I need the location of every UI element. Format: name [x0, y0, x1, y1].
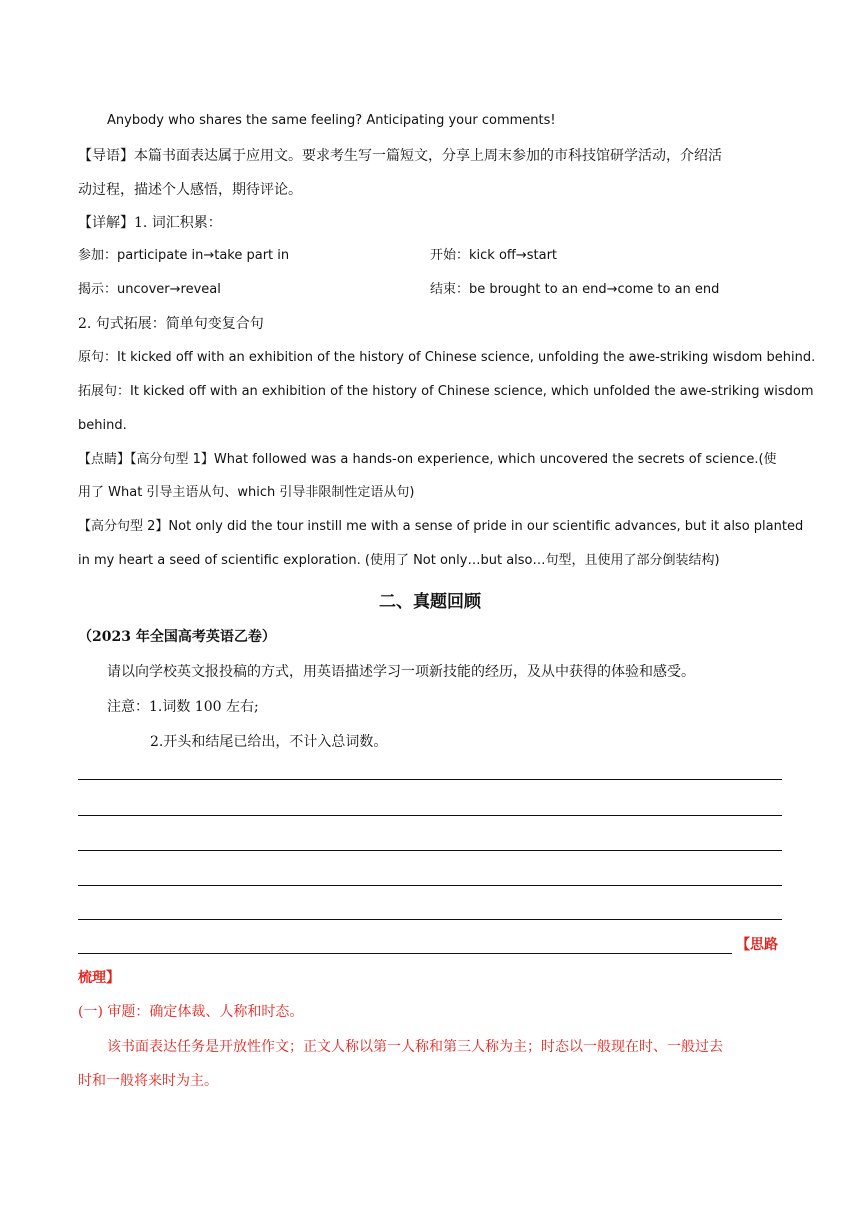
pattern1-line-2: 用了 What 引导主语从句、which 引导非限制性定语从句) — [78, 485, 415, 500]
intro-line: Anybody who shares the same feeling? Anticipating your comments! — [107, 113, 556, 128]
thinking-body-1: 该书面表达任务是开放性作文；正文人称以第一人称和第三人称为主；时态以一般现在时、一般过去 — [107, 1039, 723, 1055]
answer-line[interactable] — [78, 919, 782, 920]
original-label: 原句： — [78, 350, 118, 365]
note-label: 注意： — [107, 699, 149, 715]
section-title: 二、真题回顾 — [379, 592, 481, 612]
expanded-sentence-2: behind. — [78, 418, 127, 433]
answer-line[interactable] — [78, 815, 782, 816]
thinking-body-2: 时和一般将来时为主。 — [78, 1073, 218, 1089]
exam-note-2: 2.开头和结尾已给出，不计入总词数。 — [150, 734, 388, 750]
pattern2-line-2: in my heart a seed of scientific exploration. (使用了 Not only…but also…句型，且使用了部分倒装结构) — [78, 553, 720, 568]
highlight-label: 【点睛】 — [78, 452, 131, 467]
pattern2-line-1 — [78, 516, 804, 538]
pattern1-text-1: What followed was a hands-on experience, which uncovered the secrets of science.(使 — [213, 452, 777, 467]
expanded-text-1: It kicked off with an exhibition of the history of Chinese science, which unfolded the awe-striking wisdom — [130, 384, 814, 399]
vocab-item: 结束：be brought to an end→come to an end — [430, 282, 720, 297]
guide-line-2: 动过程，描述个人感悟，期待评论。 — [78, 182, 302, 198]
guide-line-1 — [78, 145, 782, 167]
detail-heading-2: 2. 句式拓展：简单句变复合句 — [78, 316, 264, 332]
note-item-1: 1.词数 100 左右; — [149, 699, 259, 715]
vocab-item: 参加：participate in→take part in — [78, 248, 290, 263]
answer-line[interactable] — [78, 850, 782, 851]
vocab-item: 揭示：uncover→reveal — [78, 282, 221, 297]
exam-source: （2023 年全国高考英语乙卷） — [78, 629, 276, 645]
original-sentence — [78, 347, 816, 369]
vocab-item: 开始：kick off→start — [430, 248, 558, 263]
pattern1-label: 【高分句型 1】 — [130, 452, 214, 467]
expanded-label: 拓展句： — [78, 384, 131, 399]
vocab-row-2 — [78, 279, 782, 301]
guide-text-1: 本篇书面表达属于应用文。要求考生写一篇短文，分享上周末参加的市科技馆研学活动，介绍活 — [134, 148, 722, 164]
thinking-label-a: 【思路 — [736, 937, 778, 953]
answer-line[interactable] — [78, 885, 782, 886]
thinking-label-b: 梳理】 — [78, 970, 120, 986]
detail-heading-1: 1. 词汇积累： — [134, 215, 222, 231]
guide-label: 【导语】 — [78, 148, 134, 164]
thinking-step-1: (一) 审题：确定体裁、人称和时态。 — [78, 1004, 304, 1020]
original-text: It kicked off with an exhibition of the history of Chinese science, unfolding the awe-striking wisdom behind. — [117, 350, 816, 365]
expanded-sentence-1 — [78, 381, 814, 403]
pattern2-label: 【高分句型 2】 — [78, 519, 169, 534]
pattern1-line-1 — [78, 449, 782, 471]
detail-label: 【详解】 — [78, 215, 134, 231]
vocab-row-1 — [78, 245, 782, 267]
pattern2-text-1: Not only did the tour instill me with a sense of pride in our scientific advances, but it also planted — [168, 519, 804, 534]
exam-note-1 — [107, 696, 782, 718]
exam-prompt: 请以向学校英文报投稿的方式，用英语描述学习一项新技能的经历，及从中获得的体验和感受。 — [107, 664, 695, 680]
detail-heading — [78, 212, 782, 234]
answer-line[interactable] — [78, 779, 782, 780]
answer-line[interactable] — [78, 953, 732, 954]
